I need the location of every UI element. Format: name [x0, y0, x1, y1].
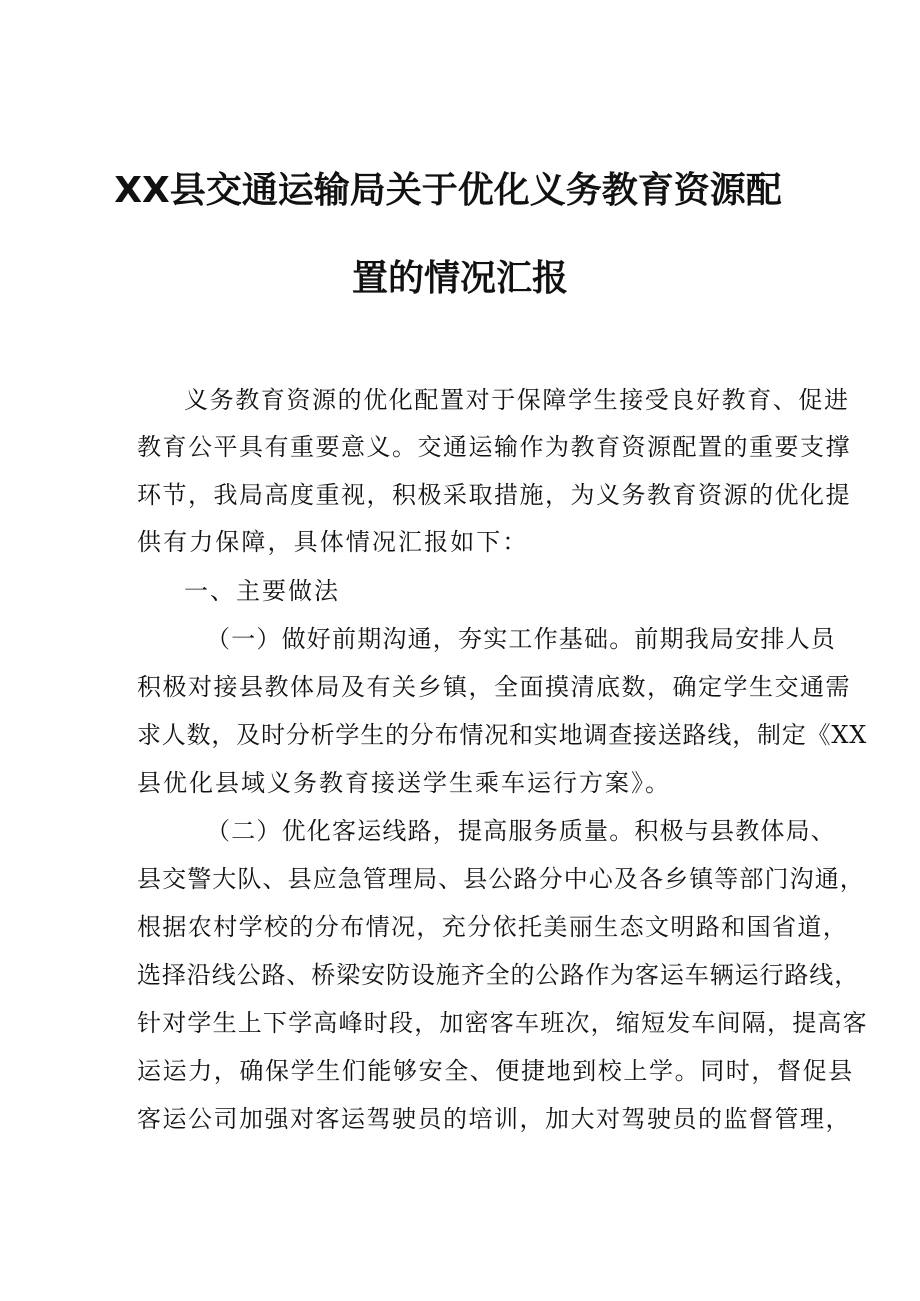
document-title-line-1: XX县交通运输局关于优化义务教育资源配: [114, 170, 782, 211]
paragraph-line: 县优化县域义务教育接送学生乘车运行方案》。: [137, 769, 671, 797]
document-title-line-2: 置的情况汇报: [351, 258, 568, 299]
paragraph-line: 运运力，确保学生们能够安全、便捷地到校上学。同时，督促县: [137, 1057, 854, 1085]
paragraph-line: 积极对接县教体局及有关乡镇，全面摸清底数，确定学生交通需: [137, 673, 851, 701]
paragraph-line: 针对学生上下学高峰时段，加密客车班次，缩短发车间隔，提高客: [137, 1009, 868, 1037]
paragraph-line: 根据农村学校的分布情况，充分依托美丽生态文明路和国省道，: [137, 913, 849, 941]
section-heading: 一、主要做法: [184, 577, 340, 605]
paragraph-line: 县交警大队、县应急管理局、县公路分中心及各乡镇等部门沟通，: [137, 865, 865, 893]
paragraph-line: 教育公平具有重要意义。交通运输作为教育资源配置的重要支撑: [137, 433, 851, 461]
paragraph-line: 选择沿线公路、桥梁安防设施齐全的公路作为客运车辆运行路线，: [137, 961, 860, 989]
paragraph-line: 客运公司加强对客运驾驶员的培训，加大对驾驶员的监督管理，: [137, 1105, 851, 1133]
paragraph-line: 环节，我局高度重视，积极采取措施，为义务教育资源的优化提: [137, 481, 851, 509]
paragraph-line: 供有力保障，具体情况汇报如下：: [137, 528, 529, 556]
paragraph-line: 求人数，及时分析学生的分布情况和实地调查接送路线，制定《XX: [137, 721, 868, 749]
paragraph-line: （一）做好前期沟通，夯实工作基础。前期我局安排人员: [206, 625, 836, 653]
paragraph-line: 义务教育资源的优化配置对于保障学生接受良好教育、促进: [184, 386, 850, 414]
paragraph-line: （二）优化客运线路，提高服务质量。积极与县教体局、: [206, 817, 836, 845]
